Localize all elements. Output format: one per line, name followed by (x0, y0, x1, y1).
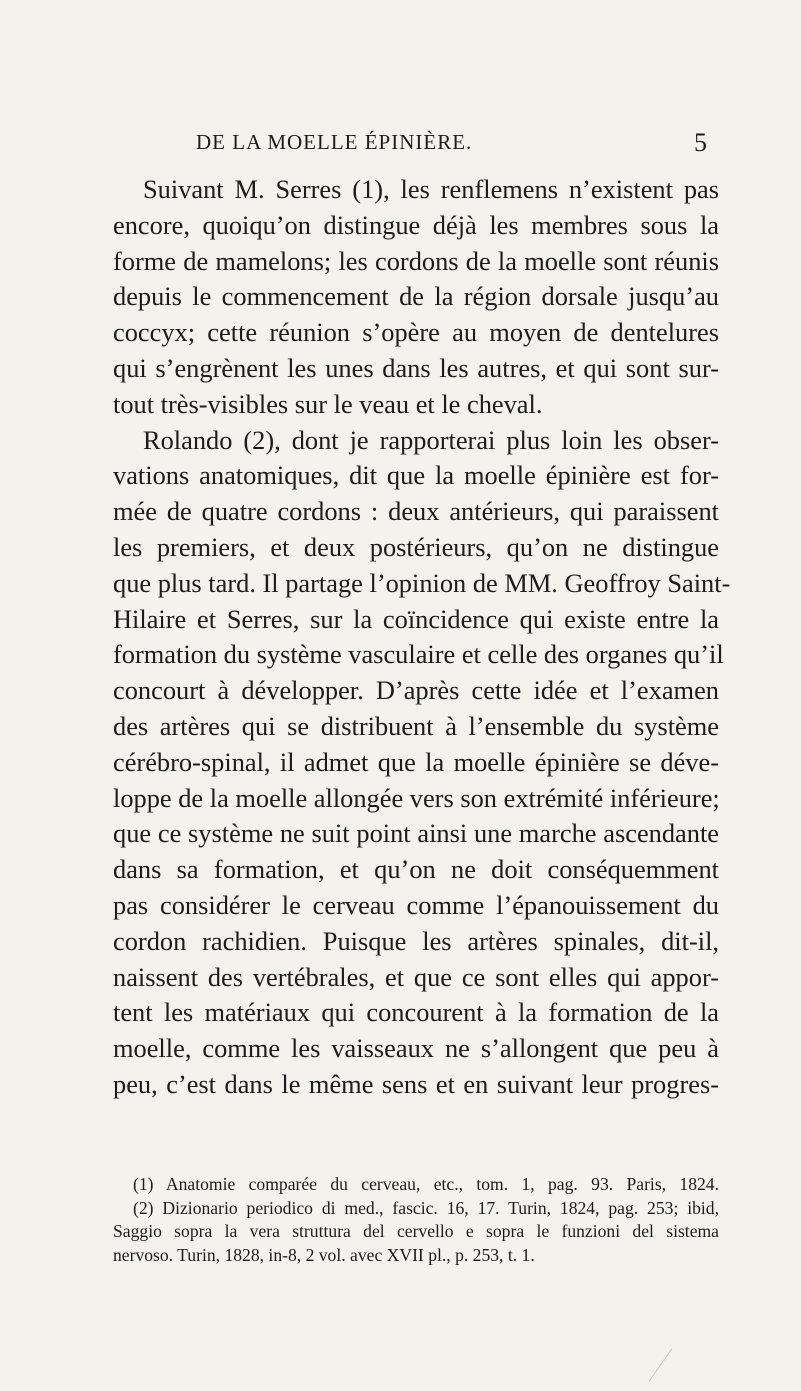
footnote-2: (2) Dizionario periodico di med., fascic. 16, 17. Turin, 1824, pag. 253; ibid, (133, 1197, 719, 1218)
text-line: tent les matériaux qui concourent à la formation de la (113, 997, 719, 1028)
text-line: peu, c’est dans le même sens et en suivant leur progres- (113, 1068, 719, 1099)
text-line: formation du système vasculaire et celle des organes qu’il (113, 639, 724, 670)
text-line: loppe de la moelle allongée vers son extrémité inférieure; (113, 782, 720, 813)
text-line: qui s’engrènent les unes dans les autres, et qui sont sur- (113, 352, 719, 383)
text-line: forme de mamelons; les cordons de la moelle sont réunis (113, 245, 719, 276)
text-line: des artères qui se distribuent à l’ensemble du système (113, 710, 719, 741)
text-line: encore, quoiqu’on distingue déjà les membres sous la (113, 209, 719, 240)
text-line: pas considérer le cerveau comme l’épanouissement du (113, 889, 719, 920)
running-title: DE LA MOELLE ÉPINIÈRE. (196, 130, 473, 154)
running-head (148, 130, 708, 162)
text-line: Rolando (2), dont je rapporterai plus loin les obser- (143, 424, 719, 455)
text-line: Suivant M. Serres (1), les renflemens n’existent pas (143, 174, 719, 204)
text-line: que plus tard. Il partage l’opinion de MM. Geoffroy Saint- (113, 567, 731, 598)
text-line: tout très-visibles sur le veau et le cheval. (113, 388, 543, 419)
text-line: mée de quatre cordons : deux antérieurs, qui paraissent (113, 496, 719, 527)
text-line: moelle, comme les vaisseaux ne s’allongent que peu à (113, 1033, 719, 1064)
text-line: coccyx; cette réunion s’opère au moyen de dentelures (113, 317, 719, 348)
paper-crease (649, 1348, 673, 1381)
page-number: 5 (694, 128, 708, 157)
text-line: depuis le commencement de la région dorsale jusqu’au (113, 281, 719, 312)
text-line: les premiers, et deux postérieurs, qu’on ne distingue (113, 531, 719, 562)
text-line: naissent des vertébrales, et que ce sont elles qui appor- (113, 961, 719, 992)
body-text (113, 172, 731, 1103)
footnote-2-continued: Saggio sopra la vera struttura del cervello e sopra le funzioni del sistema (113, 1221, 719, 1242)
footnote-1: (1) Anatomie comparée du cerveau, etc., tom. 1, pag. 93. Paris, 1824. (133, 1174, 719, 1194)
text-line: vations anatomiques, dit que la moelle épinière est for- (113, 460, 719, 491)
text-line: cordon rachidien. Puisque les artères spinales, dit-il, (113, 925, 719, 956)
text-line: concourt à développer. D’après cette idée et l’examen (113, 675, 719, 706)
text-line: Hilaire et Serres, sur la coïncidence qui existe entre la (113, 603, 719, 634)
text-line: que ce système ne suit point ainsi une marche ascendante (113, 818, 719, 849)
text-line: dans sa formation, et qu’on ne doit conséquemment (113, 854, 719, 885)
text-line: cérébro-spinal, il admet que la moelle épinière se déve- (113, 746, 719, 777)
footnote-2-continued: nervoso. Turin, 1828, in-8, 2 vol. avec XVII pl., p. 253, t. 1. (113, 1244, 535, 1265)
footnotes (113, 1173, 719, 1267)
